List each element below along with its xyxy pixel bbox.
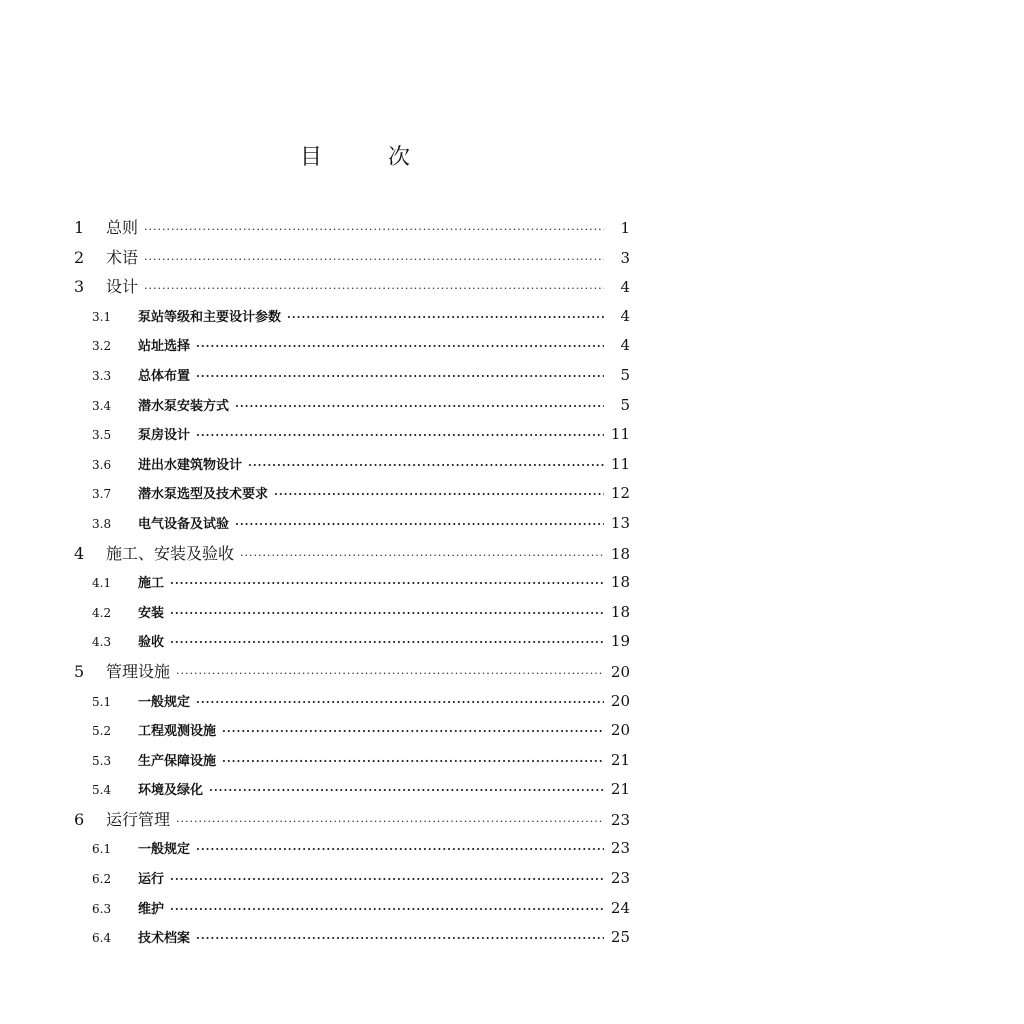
toc-entry-label: 总则	[106, 218, 139, 237]
toc-page-number: 5	[620, 395, 630, 414]
toc-entry-number: 6.4	[92, 931, 112, 946]
toc-dot-leader	[196, 362, 604, 392]
toc-entry-number: 5.3	[92, 753, 112, 768]
toc-entry-label: 施工	[138, 576, 165, 592]
toc-dot-leader	[196, 835, 604, 865]
toc-entry-label: 泵站等级和主要设计参数	[138, 309, 282, 325]
toc-section-entry[interactable]	[66, 361, 630, 391]
toc-dot-leader	[170, 599, 604, 629]
toc-page-number: 18	[610, 544, 630, 563]
toc-entry-number: 5.4	[92, 783, 112, 798]
toc-page-number: 13	[610, 513, 630, 532]
toc-section-entry[interactable]	[66, 331, 630, 361]
toc-entry-label: 运行	[138, 872, 165, 888]
toc-entry-number: 4.2	[92, 605, 112, 620]
toc-section-entry[interactable]	[66, 746, 630, 776]
toc-page-number: 23	[610, 810, 630, 829]
toc-page-number: 20	[610, 662, 630, 681]
toc-entry-number: 6.3	[92, 901, 112, 916]
toc-dot-leader	[144, 215, 604, 245]
toc-entry-number: 4.3	[92, 635, 112, 650]
toc-section-entry[interactable]	[66, 687, 630, 717]
toc-page-number: 4	[620, 336, 630, 355]
toc-entry-number: 3.6	[92, 457, 112, 472]
toc-section-entry[interactable]	[66, 923, 630, 953]
toc-entry-label: 泵房设计	[138, 428, 191, 444]
toc-section-entry[interactable]	[66, 716, 630, 746]
toc-section-entry[interactable]	[66, 420, 630, 450]
toc-dot-leader	[176, 807, 604, 837]
toc-page-number: 3	[620, 248, 630, 267]
toc-dot-leader	[196, 332, 604, 362]
toc-entry-number: 3.2	[92, 339, 112, 354]
toc-page-number: 4	[620, 278, 630, 297]
toc-entry-number: 3.1	[92, 309, 112, 324]
toc-title-char-1: 目	[300, 145, 323, 170]
toc-section-entry[interactable]	[66, 598, 630, 628]
toc-page-number: 18	[610, 602, 630, 621]
toc-dot-leader	[222, 717, 604, 747]
toc-section-entry[interactable]	[66, 864, 630, 894]
toc-page-number: 25	[610, 928, 630, 947]
toc-entry-number: 3.5	[92, 428, 112, 443]
toc-entry-number: 2	[74, 247, 85, 267]
toc-dot-leader	[176, 659, 604, 689]
toc-title-char-2: 次	[387, 145, 410, 170]
toc-dot-leader	[274, 480, 604, 510]
toc-dot-leader	[222, 747, 604, 777]
toc-entry-label: 潜水泵选型及技术要求	[138, 487, 269, 503]
toc-entry-label: 潜水泵安装方式	[138, 398, 230, 414]
toc-entry-label: 环境及绿化	[138, 783, 204, 799]
toc-page-number: 4	[620, 306, 630, 325]
toc-entry-label: 一般规定	[138, 842, 191, 858]
toc-entry-label: 总体布置	[138, 368, 191, 384]
toc-entry-label: 施工、安装及验收	[106, 543, 235, 563]
toc-dot-leader	[196, 421, 604, 451]
toc-entry-label: 站址选择	[138, 339, 191, 355]
toc-chapter-entry[interactable]	[66, 243, 630, 273]
toc-dot-leader	[170, 865, 604, 895]
toc-entry-label: 维护	[138, 901, 165, 917]
toc-entry-label: 技术档案	[138, 931, 191, 947]
toc-dot-leader	[170, 628, 604, 658]
toc-dot-leader	[144, 245, 604, 275]
toc-dot-leader	[287, 303, 604, 333]
toc-entry-number: 3.4	[92, 398, 112, 413]
toc-chapter-entry[interactable]	[66, 805, 630, 835]
toc-entry-label: 安装	[138, 605, 165, 621]
toc-page-number: 12	[610, 484, 630, 503]
toc-page-number: 23	[610, 839, 630, 858]
toc-page-number: 18	[610, 573, 630, 592]
toc-dot-leader	[196, 688, 604, 718]
toc-entry-label: 生产保障设施	[138, 753, 217, 769]
toc-entry-label: 设计	[106, 277, 139, 297]
toc-section-entry[interactable]	[66, 775, 630, 805]
toc-dot-leader	[144, 274, 604, 304]
toc-page-number: 5	[620, 365, 630, 384]
toc-dot-leader	[240, 541, 604, 571]
toc-dot-leader	[248, 451, 604, 481]
toc-entry-label: 运行管理	[106, 809, 171, 829]
toc-entry-label: 工程观测设施	[138, 724, 217, 740]
toc-page-number: 24	[610, 898, 630, 917]
toc-page-number: 20	[610, 691, 630, 710]
toc-entry-label: 管理设施	[106, 661, 171, 681]
toc-section-entry[interactable]	[66, 627, 630, 657]
toc-page-number: 21	[610, 750, 630, 769]
toc-page-number: 20	[610, 721, 630, 740]
toc-section-entry[interactable]	[66, 568, 630, 598]
toc-entry-number: 4.1	[92, 576, 112, 591]
toc-dot-leader	[235, 392, 604, 422]
toc-dot-leader	[170, 569, 604, 599]
table-of-contents	[66, 213, 630, 953]
toc-entry-number: 5.2	[92, 724, 112, 739]
toc-section-entry[interactable]	[66, 509, 630, 539]
toc-chapter-entry[interactable]	[66, 657, 630, 687]
toc-entry-label: 电气设备及试验	[138, 516, 230, 532]
toc-page-number: 23	[610, 869, 630, 888]
toc-chapter-entry[interactable]	[66, 272, 630, 302]
toc-entry-number: 1	[74, 218, 85, 237]
toc-page-number: 21	[610, 780, 630, 799]
toc-section-entry[interactable]	[66, 450, 630, 480]
toc-chapter-entry[interactable]	[66, 539, 630, 569]
toc-entry-number: 4	[74, 543, 85, 563]
toc-dot-leader	[170, 895, 604, 925]
toc-dot-leader	[196, 924, 604, 954]
toc-chapter-entry[interactable]	[66, 213, 630, 243]
toc-entry-number: 5	[74, 661, 85, 681]
toc-page-number: 1	[620, 219, 630, 237]
toc-page-number: 11	[610, 454, 630, 473]
toc-entry-label: 进出水建筑物设计	[138, 457, 243, 473]
toc-section-entry[interactable]	[66, 302, 630, 332]
toc-entry-label: 术语	[106, 247, 139, 267]
toc-entry-label: 一般规定	[138, 694, 191, 710]
toc-entry-number: 3.8	[92, 516, 112, 531]
toc-dot-leader	[235, 510, 604, 540]
toc-entry-number: 3.3	[92, 368, 112, 383]
toc-section-entry[interactable]	[66, 894, 630, 924]
toc-page-number: 19	[610, 632, 630, 651]
toc-section-entry[interactable]	[66, 834, 630, 864]
toc-page-number: 11	[610, 425, 630, 444]
toc-dot-leader	[209, 776, 604, 806]
toc-entry-label: 验收	[138, 635, 165, 651]
toc-entry-number: 6.1	[92, 842, 112, 857]
toc-title	[300, 140, 410, 171]
toc-section-entry[interactable]	[66, 479, 630, 509]
toc-entry-number: 6.2	[92, 872, 112, 887]
toc-entry-number: 3.7	[92, 487, 112, 502]
toc-entry-number: 5.1	[92, 694, 112, 709]
toc-section-entry[interactable]	[66, 391, 630, 421]
toc-entry-number: 3	[74, 277, 85, 297]
toc-entry-number: 6	[74, 809, 85, 829]
